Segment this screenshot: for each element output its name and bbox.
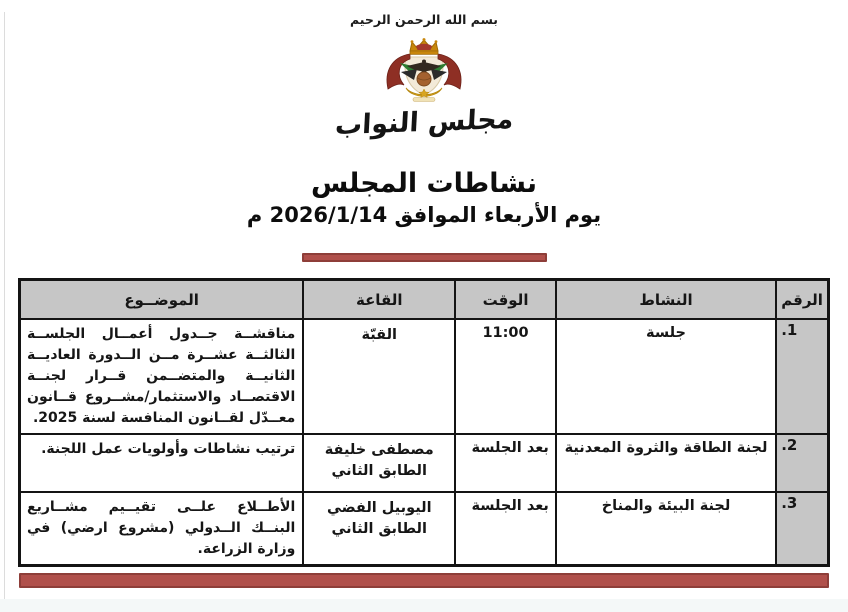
- activities-table: [18, 278, 830, 567]
- bismillah-text: بسم الله الرحمن الرحيم: [350, 12, 498, 27]
- hall-line: الطابق الثاني: [331, 521, 427, 538]
- cell-activity: لجنة البيئة والمناخ: [556, 492, 776, 566]
- table-row: [20, 319, 829, 434]
- cell-activity: لجنة الطاقة والثروة المعدنية: [556, 434, 776, 492]
- hall-line: اليوبيل الفضي: [326, 500, 432, 516]
- cell-time: بعد الجلسة: [455, 492, 556, 566]
- table-header-row: [20, 280, 829, 320]
- ribbon-icon: [413, 98, 435, 102]
- crown-orb-icon: [411, 40, 414, 43]
- crown-cap-icon: [416, 44, 432, 50]
- cell-time: بعد الجلسة: [455, 434, 556, 492]
- cell-number: 3.: [776, 492, 828, 566]
- cell-subject: الأطــلاع علــى تقيــيم مشــاريع البنــك الــدولي (مشروع ارضي) في وزارة الزراعة.: [20, 492, 304, 566]
- table-row: [20, 434, 829, 492]
- header-number: الرقم: [776, 280, 828, 320]
- crown-orb-icon: [423, 38, 426, 41]
- hall-line: القبّة: [361, 327, 398, 343]
- cell-hall: [303, 492, 455, 566]
- header-hall: القاعة: [303, 280, 455, 320]
- cell-hall: [303, 434, 455, 492]
- cell-activity: جلسة: [556, 319, 776, 434]
- cell-subject: ترتيب نشاطات وأولويات عمل اللجنة.: [20, 434, 304, 492]
- crown-band-icon: [410, 51, 438, 54]
- jordan-coat-of-arms-icon: [372, 37, 476, 103]
- cell-hall: [303, 319, 455, 434]
- page-subtitle: يوم الأربعاء الموافق 2026/1/14 م: [246, 203, 602, 227]
- cell-number: 1.: [776, 319, 828, 434]
- emblem-wrap: [0, 37, 848, 107]
- eagle-head-icon: [422, 60, 426, 64]
- cell-number: 2.: [776, 434, 828, 492]
- cell-subject: مناقشــة جــدول أعمــال الجلســة الثالثــة عشــرة مــن الــدورة العاديــة الثانيــة والمتضــمن قــرار لجنــة الاقتصــاد والاستثمار/مشــروع قــانون معــدّل لقــانون المنافسة لسنة 2025.: [20, 319, 304, 434]
- header-activity: النشاط: [556, 280, 776, 320]
- hall-line: مصطفى خليفة: [324, 442, 434, 458]
- crown-orb-icon: [435, 40, 438, 43]
- bottom-red-bar: [19, 573, 829, 588]
- table-row: [20, 492, 829, 566]
- calligraphy-wrap: [0, 103, 848, 142]
- header-time: الوقت: [455, 280, 556, 320]
- cell-time: 11:00: [455, 319, 556, 434]
- page-left-edge: [4, 12, 5, 612]
- page-bottom-strip: [0, 599, 848, 612]
- title-divider: [302, 253, 547, 262]
- page-title: نشاطات المجلس: [311, 168, 537, 199]
- assembly-calligraphy: مجلس النواب: [333, 103, 515, 142]
- hall-line: الطابق الثاني: [331, 463, 427, 480]
- header-subject: الموضــوع: [20, 280, 304, 320]
